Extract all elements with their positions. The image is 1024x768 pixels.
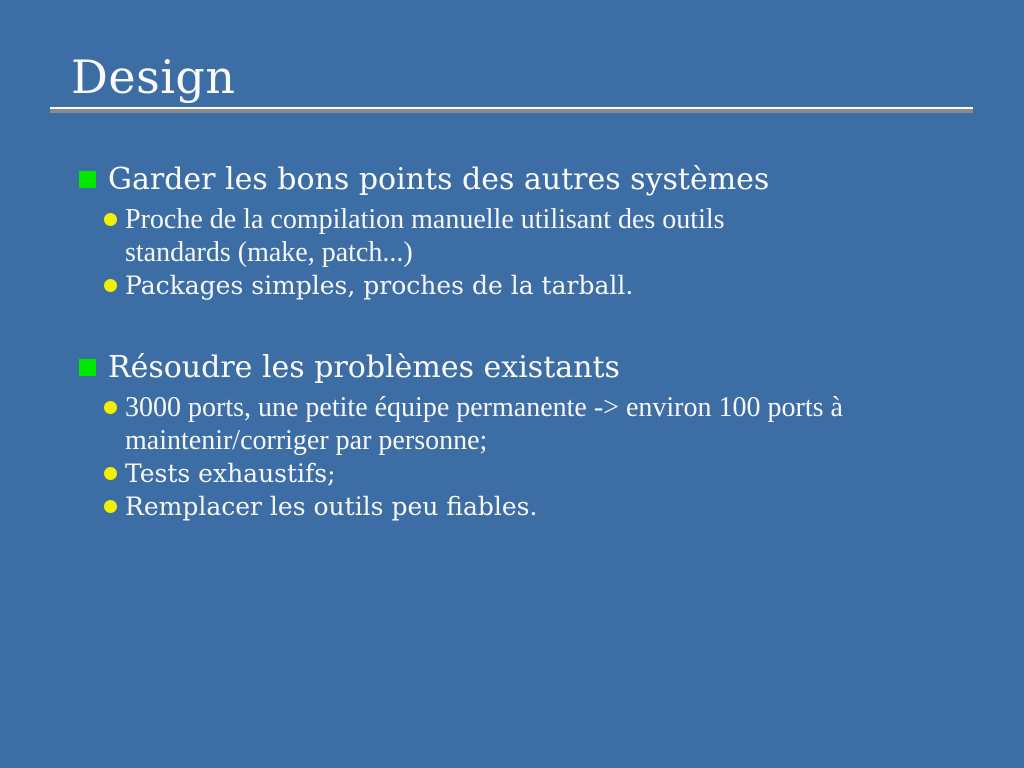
bullet-item	[0, 457, 1024, 490]
bullet-item	[0, 203, 1024, 269]
square-bullet-icon	[79, 171, 96, 188]
section-keep-good-points	[0, 160, 1024, 302]
circle-bullet-icon	[104, 279, 117, 292]
slide-title: Design	[71, 50, 236, 104]
circle-bullet-icon	[104, 213, 117, 226]
bullet-item	[0, 391, 1024, 457]
section-heading	[0, 348, 1024, 386]
circle-bullet-icon	[104, 401, 117, 414]
title-underline	[50, 107, 973, 113]
bullet-item-text: 3000 ports, une petite équipe permanente -> environ 100 ports à maintenir/corriger par personne;	[125, 392, 843, 456]
bullet-item	[0, 269, 1024, 302]
bullet-item-text: Proche de la compilation manuelle utilisant des outils standards (make, patch...)	[125, 204, 725, 268]
circle-bullet-icon	[104, 467, 117, 480]
circle-bullet-icon	[104, 500, 117, 513]
section-heading	[0, 160, 1024, 198]
section-heading-text: Garder les bons points des autres systèmes	[108, 161, 770, 197]
slide-content	[0, 160, 1024, 523]
bullet-item-text: Remplacer les outils peu fiables.	[125, 492, 538, 521]
section-solve-problems	[0, 348, 1024, 523]
section-heading-text: Résoudre les problèmes existants	[108, 349, 620, 385]
bullet-item	[0, 490, 1024, 523]
bullet-item-text: Tests exhaustifs;	[125, 459, 336, 488]
bullet-item-text: Packages simples, proches de la tarball.	[125, 271, 634, 300]
title-underline-shadow	[50, 109, 973, 113]
square-bullet-icon	[79, 359, 96, 376]
